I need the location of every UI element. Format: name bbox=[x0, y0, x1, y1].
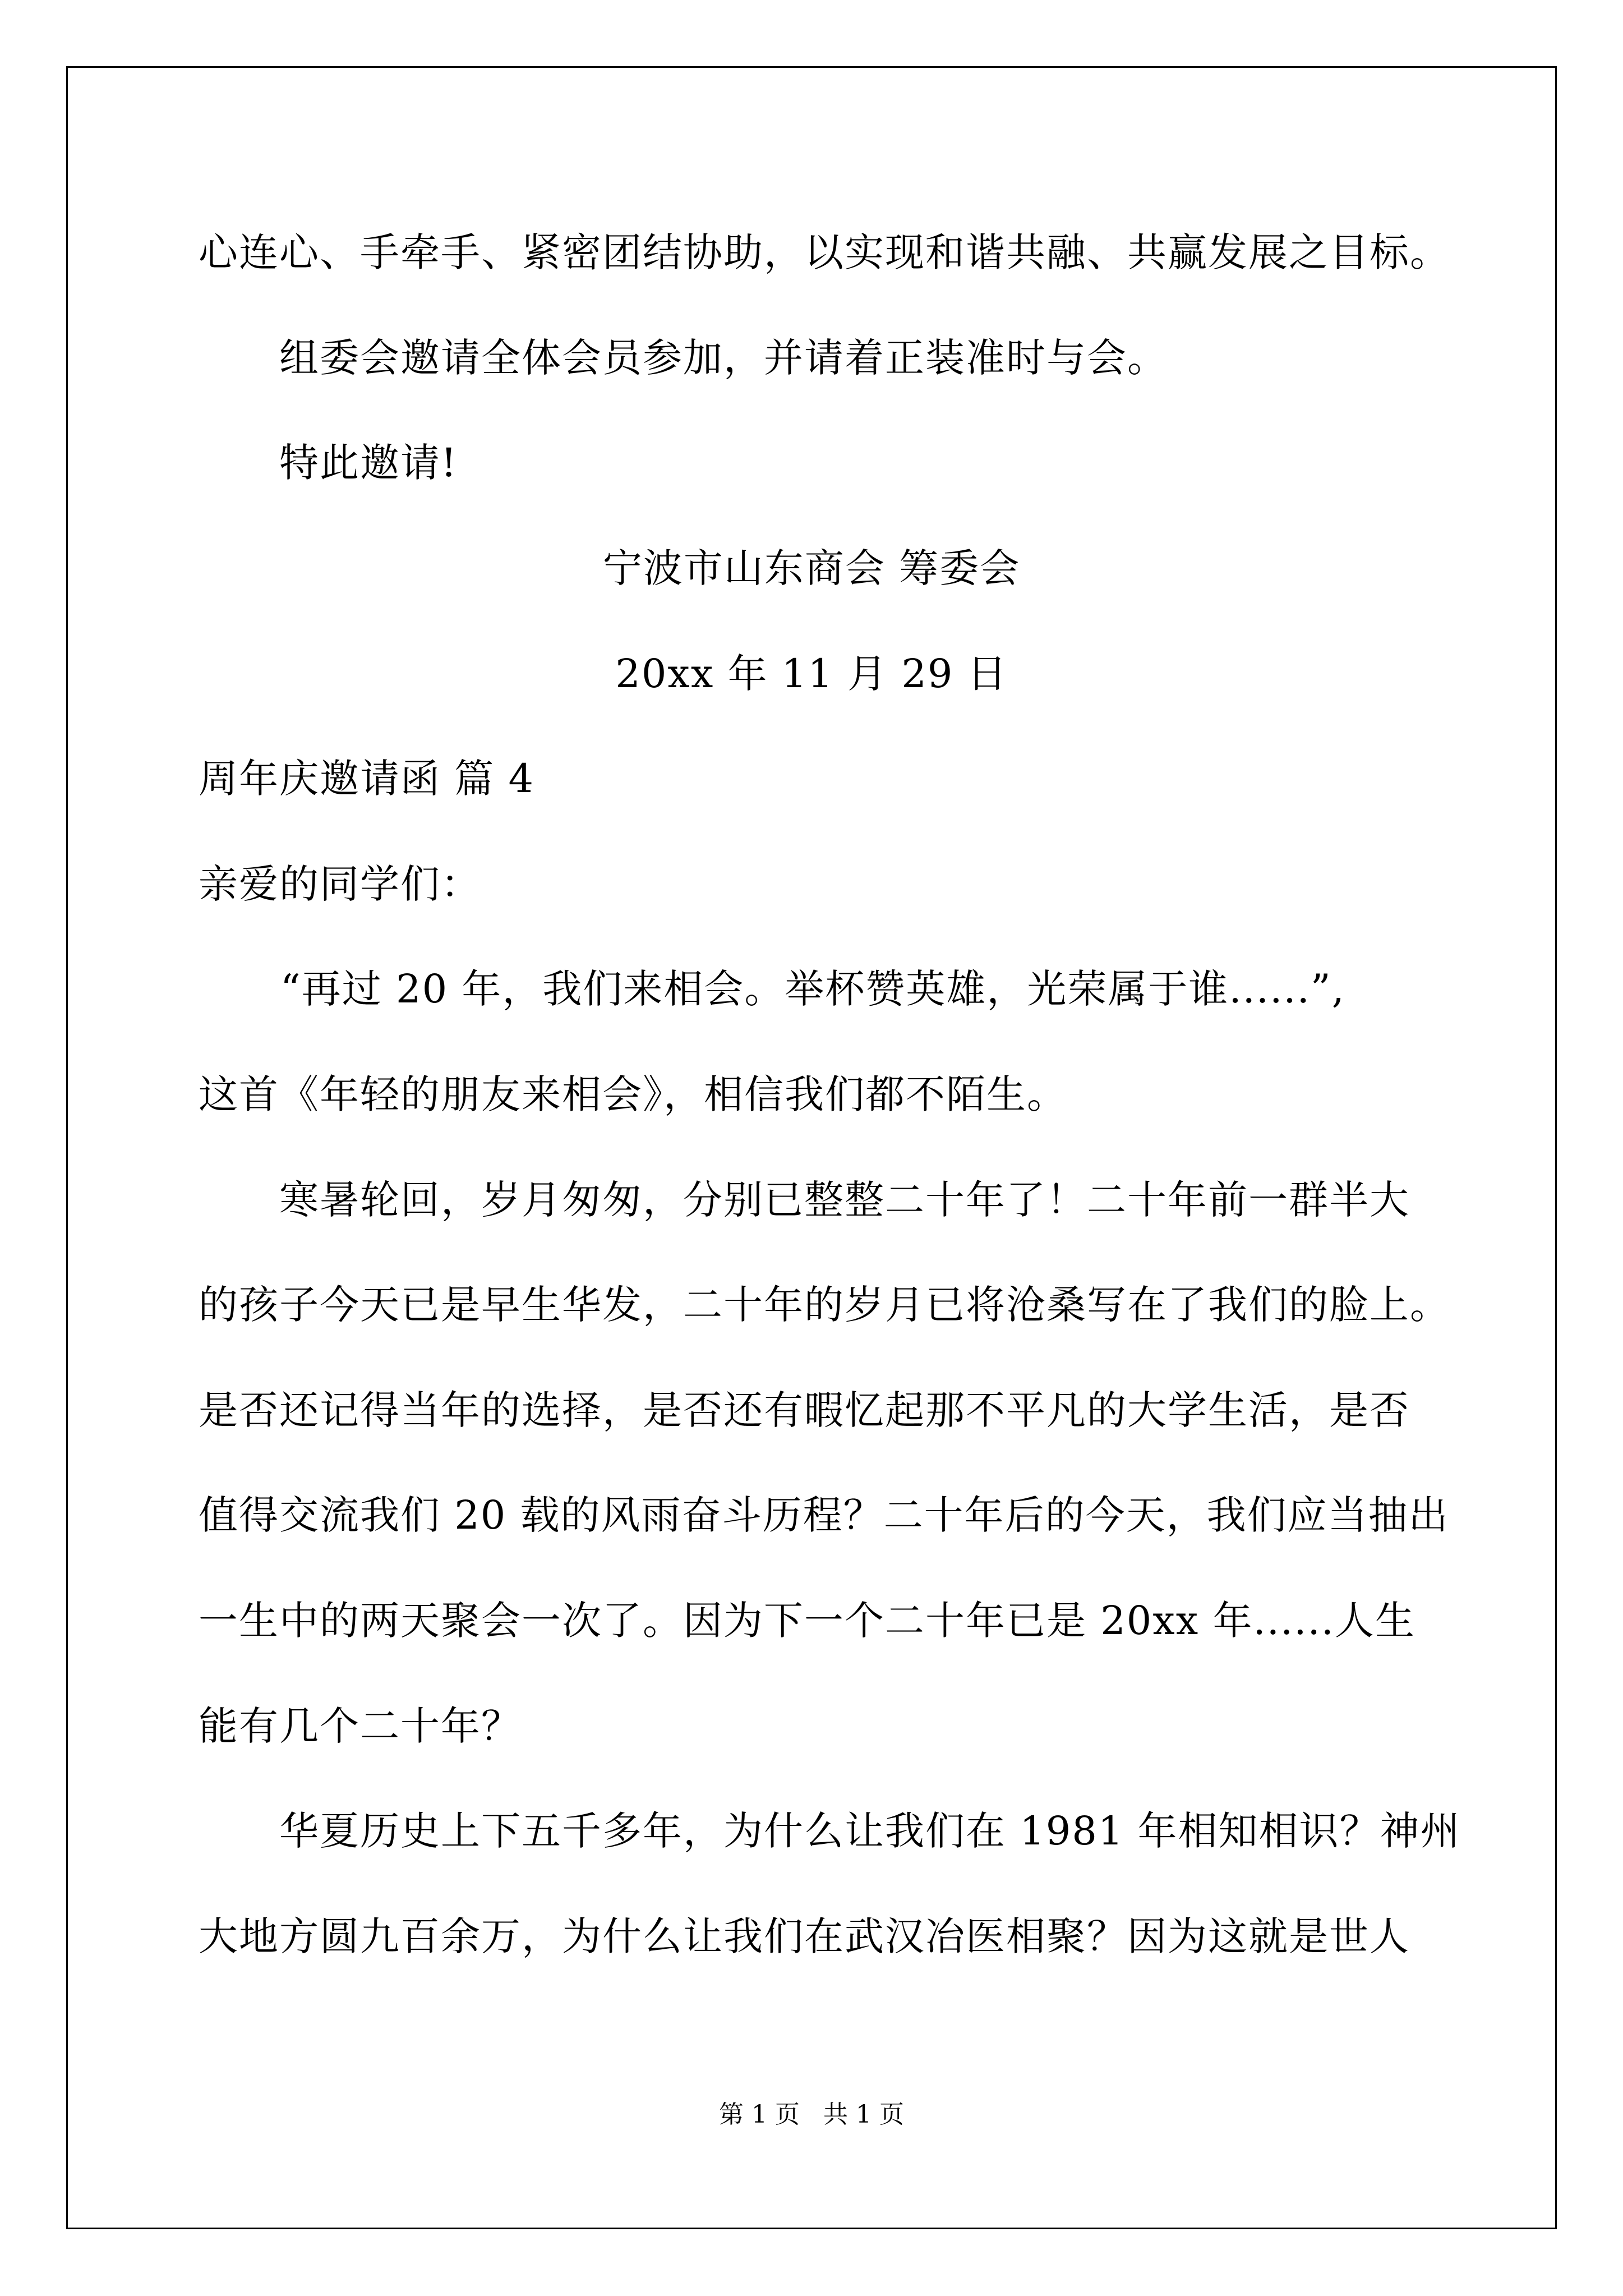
paragraph-line: 心连心、手牵手、紧密团结协助，以实现和谐共融、共赢发展之目标。 bbox=[199, 229, 1450, 275]
section-heading: 周年庆邀请函 篇 4 bbox=[199, 756, 535, 802]
signature-organization: 宁波市山东商会 筹委会 bbox=[602, 545, 1021, 591]
paragraph-line: 特此邀请! bbox=[279, 440, 458, 486]
paragraph-line: 值得交流我们 20 载的风雨奋斗历程？二十年后的今天，我们应当抽出 bbox=[199, 1492, 1449, 1538]
paragraph-line: 能有几个二十年？ bbox=[199, 1703, 522, 1749]
page-footer: 第 1 页 共 1 页 bbox=[719, 2100, 904, 2129]
paragraph-line: “再过 20 年，我们来相会。举杯赞英雄，光荣属于谁......”, bbox=[280, 966, 1345, 1012]
paragraph-line: 寒暑轮回，岁月匆匆，分别已整整二十年了！二十年前一群半大 bbox=[279, 1177, 1410, 1223]
paragraph-line: 华夏历史上下五千多年，为什么让我们在 1981 年相知相识？神州 bbox=[279, 1808, 1461, 1854]
paragraph-line: 大地方圆九百余万，为什么让我们在武汉冶医相聚？因为这就是世人 bbox=[199, 1913, 1410, 1959]
paragraph-line: 是否还记得当年的选择，是否还有暇忆起那不平凡的大学生活，是否 bbox=[199, 1387, 1410, 1433]
signature-date: 20xx 年 11 月 29 日 bbox=[615, 651, 1008, 697]
paragraph-line: 组委会邀请全体会员参加，并请着正装准时与会。 bbox=[279, 335, 1168, 381]
paragraph-line: 的孩子今天已是早生华发，二十年的岁月已将沧桑写在了我们的脸上。 bbox=[199, 1282, 1450, 1328]
paragraph-line: 这首《年轻的朋友来相会》，相信我们都不陌生。 bbox=[199, 1071, 1067, 1117]
paragraph-line: 一生中的两天聚会一次了。因为下一个二十年已是 20xx 年......人生 bbox=[199, 1598, 1416, 1644]
page-border bbox=[66, 66, 1557, 2229]
salutation: 亲爱的同学们： bbox=[199, 861, 481, 907]
